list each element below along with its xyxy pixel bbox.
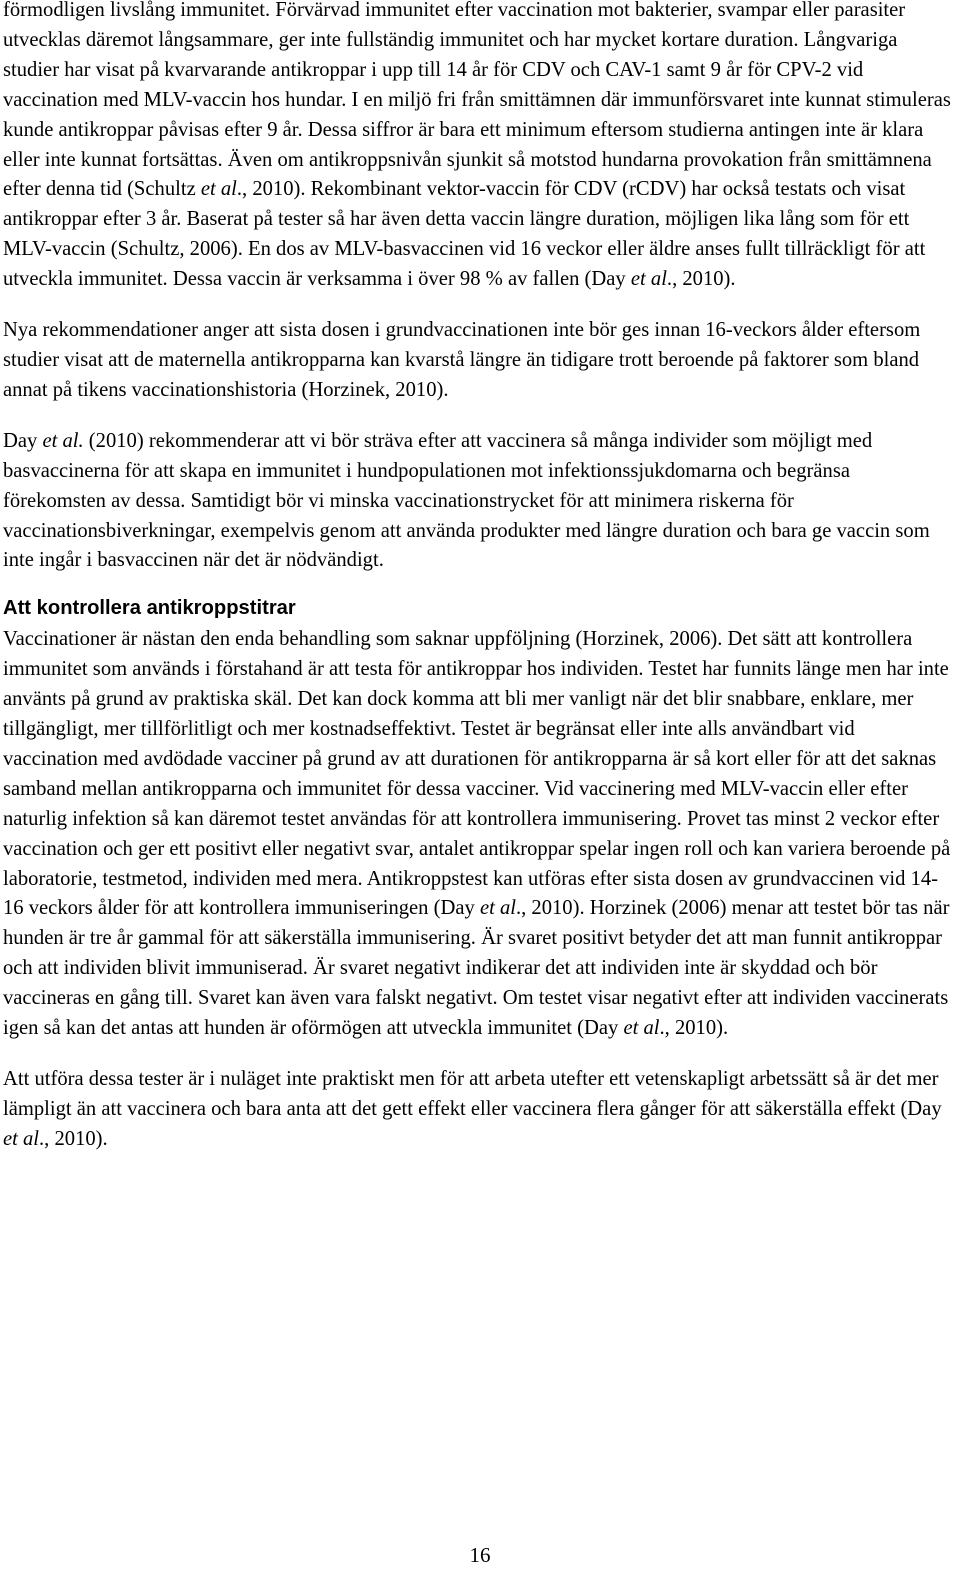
italic-citation: et al [623, 1017, 660, 1040]
italic-citation: et al. [42, 429, 84, 452]
text-run: ., 2010). Horzinek (2006) menar att testet bör tas när hunden är tre år gammal för att säkerställa immunisering. Är svaret positivt betyder det att man funnit antikroppar och att individen blivit immuniserad. Är svaret negativt indikerar det att individen inte är skyddad och bör vaccineras en gång till. Svaret kan även vara falskt negativt. Om testet visar negativt efter att individen vaccinerats igen så kan det antas att hunden är oförmögen att utveckla immunitet (Day [3, 897, 950, 1040]
text-run: Nya rekommendationer anger att sista dosen i grundvaccinationen inte bör ges innan 16-veckors ålder eftersom studier visat att de maternella antikropparna kan kvarstå längre än tidigare trott beroende på faktorer som bland annat på tikens vaccinationshistoria (Horzinek, 2010). [3, 319, 921, 401]
text-run: ., 2010). [659, 1017, 729, 1040]
document-page [3, 0, 953, 1155]
italic-citation: et al [200, 178, 237, 201]
paragraph-conclusion [3, 1065, 953, 1155]
paragraph-antibody-testing [3, 625, 953, 1044]
section-heading: Att kontrollera antikroppstitrar [3, 597, 296, 620]
text-run: ., 2010). [39, 1127, 108, 1150]
paragraph-recommendations [3, 316, 953, 406]
text-run: (2010) rekommenderar att vi bör sträva efter att vaccinera så många individer som möjligt med basvaccinerna för att skapa en immunitet i hundpopulationen mot infektionssjukdomarna och begränsa förekomsten av dessa. Samtidigt bör vi minska vaccinationstrycket för att minimera riskerna för vaccinationsbiverkningar, exempelvis genom att använda produkter med längre duration och bara ge vaccin som inte ingår i basvaccinen när det är nödvändigt. [3, 429, 930, 572]
italic-citation: et al [3, 1127, 40, 1150]
paragraph-immunity-duration [3, 0, 953, 295]
text-run: ., 2010). Rekombinant vektor-vaccin för CDV (rCDV) har också testats och visat antikroppar efter 3 år. Baserat på tester så har även detta vaccin längre duration, möjligen lika lång som för ett MLV-vaccin (Schultz, 2006). En dos av MLV-basvaccinen vid 16 veckor eller äldre anses fullt tillräckligt för att utveckla immunitet. Dessa vaccin är verksamma i över 98 % av fallen (Day [3, 178, 926, 291]
text-run: Vaccinationer är nästan den enda behandling som saknar uppföljning (Horzinek, 2006). Det sätt att kontrollera immunitet som används i förstahand är att testa för antikroppar hos individen. Testet har funnits länge men har inte använts på grund av praktiska skäl. Det kan dock komma att bli mer vanligt när det blir snabbare, enklare, mer tillgängligt, mer tillförlitligt och mer kostnadseffektivt. Testet är begränsat eller inte alls användbart vid vaccination med avdödade vacciner på grund av att durationen för antikropparna är så kort eller för att det saknas samband mellan antikropparna och immunitet för dessa vacciner. Vid vaccinering med MLV-vaccin eller efter naturlig infektion så kan däremot testet användas för att kontrollera immunisering. Provet tas minst 2 veckor efter vaccination och ger ett positivt eller negativt svar, antalet antikroppar spelar ingen roll och kan variera beroende på laboratorie, testmetod, individen med mera. Antikroppstest kan utföras efter sista dosen av grundvaccinen vid 14-16 veckors ålder för att kontrollera immuniseringen (Day [3, 628, 951, 920]
italic-citation: et al [630, 268, 667, 291]
text-run: förmodligen livslång immunitet. Förvärvad immunitet efter vaccination mot bakterier, svampar eller parasiter utvecklas däremot långsammare, ger inte fullständig immunitet och har mycket kortare duration. Långvariga studier har visat på kvarvarande antikroppar i upp till 14 år för CDV och CAV-1 samt 9 år för CPV-2 vid vaccination med MLV-vaccin hos hundar. I en miljö fri från smittämnen där immunförsvaret inte kunnat stimuleras kunde antikroppar påvisas efter 9 år. Dessa siffror är bara ett minimum eftersom studierna antingen inte är klara eller inte kunnat fortsättas. Även om antikroppsnivån sjunkit så motstod hundarna provokation från smittämnena efter denna tid (Schultz [3, 0, 951, 201]
text-run: Day [3, 429, 43, 452]
page-number: 16 [469, 1543, 491, 1567]
italic-citation: et al [479, 897, 516, 920]
text-run: ., 2010). [666, 268, 736, 291]
text-run: Att utföra dessa tester är i nuläget inte praktiskt men för att arbeta utefter ett vetenskapligt arbetssätt så är det mer lämpligt än att vaccinera och bara anta att det gett effekt eller vaccinera flera gånger för att säkerställa effekt (Day [3, 1068, 942, 1120]
paragraph-day-recommendation [3, 427, 953, 577]
